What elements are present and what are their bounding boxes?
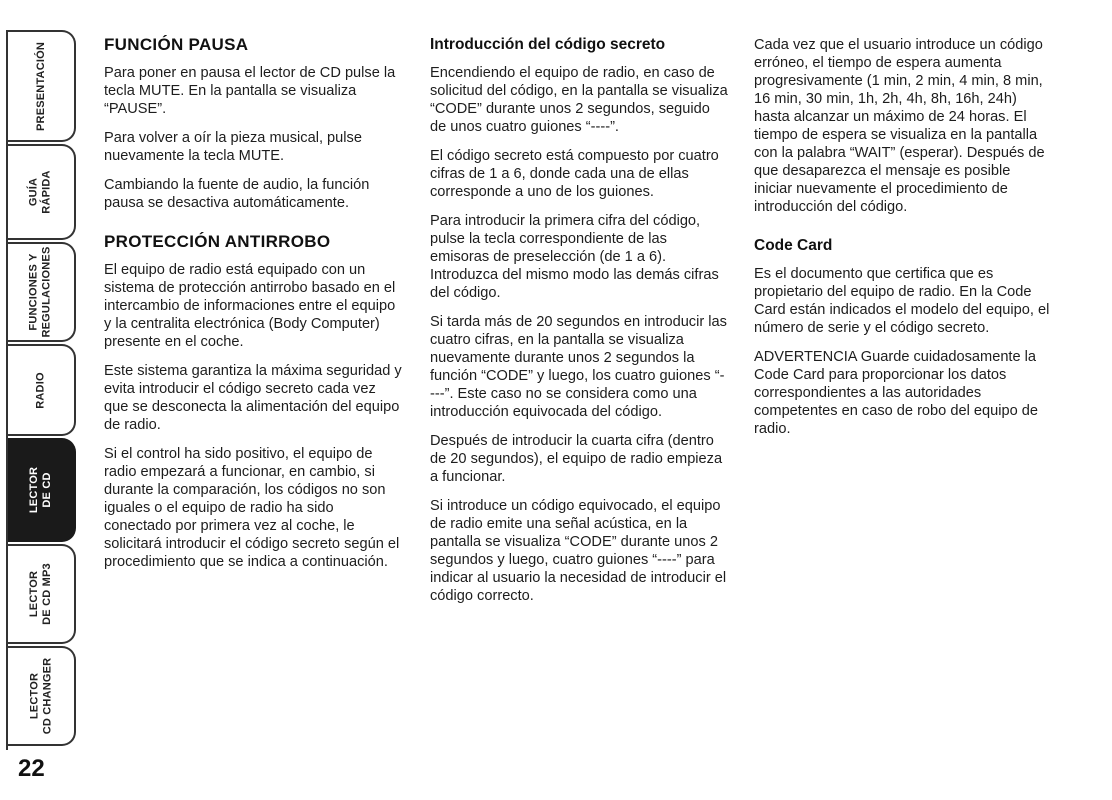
- paragraph: Este sistema garantiza la máxima seguridad y evita introducir el código secreto cada vez que se desconecta la alimentación del equipo de radio.: [104, 363, 402, 433]
- paragraph: El código secreto está compuesto por cuatro cifras de 1 a 6, donde cada una de ellas corresponde a uno de los guiones.: [430, 148, 719, 200]
- paragraph: Cambiando la fuente de audio, la función pausa se desactiva automáticamente.: [104, 177, 370, 211]
- tab-lector-cd-changer-label: LECTOR CD CHANGER: [28, 657, 53, 735]
- tab-radio[interactable]: [8, 344, 76, 436]
- tab-funciones-regulaciones[interactable]: [8, 242, 76, 342]
- tab-lector-cd-mp3-label: LECTOR DE CD MP3: [27, 563, 53, 625]
- heading-proteccion-antirrobo: PROTECCIÓN ANTIRROBO: [104, 232, 331, 251]
- tab-guia-rapida-label: GUÍA RÁPIDA: [28, 170, 53, 214]
- paragraph: Encendiendo el equipo de radio, en caso de solicitud del código, en la pantalla se visualiza “CODE” durante unos 2 segundos, seguido de unos cuatro guiones “----”.: [430, 65, 728, 135]
- tab-guia-rapida[interactable]: [8, 144, 76, 240]
- paragraph: Si introduce un código equivocado, el equipo de radio emite una señal acústica, en la pantalla se visualiza “CODE” durante unos 2 segundos y luego, cuatro guiones “----” para indicar al usuario la necesidad de introducir el código correcto.: [430, 498, 727, 604]
- tab-radio-label: RADIO: [34, 371, 47, 409]
- heading-code-card: Code Card: [754, 237, 833, 254]
- paragraph: Para volver a oír la pieza musical, pulse nuevamente la tecla MUTE.: [104, 130, 362, 164]
- heading-funcion-pausa: FUNCIÓN PAUSA: [104, 35, 249, 54]
- column-1: [104, 36, 402, 582]
- paragraph: Si el control ha sido positivo, el equipo de radio empezará a funcionar, en cambio, si durante la comparación, los códigos no son iguales o el equipo de radio ha sido conectado por primera vez al coche, le solicitará introducir el código secreto según el procedimiento que se indica a continuación.: [104, 446, 400, 570]
- paragraph: Para poner en pausa el lector de CD pulse la tecla MUTE. En la pantalla se visualiza “PAUSE”.: [104, 65, 396, 117]
- tab-presentacion[interactable]: [8, 30, 76, 142]
- tab-lector-cd-mp3[interactable]: [8, 544, 76, 644]
- paragraph: Para introducir la primera cifra del código, pulse la tecla correspondiente de las emisoras de preselección (de 1 a 6). Introduzca del mismo modo las demás cifras del código.: [430, 213, 719, 301]
- column-2: [430, 36, 728, 616]
- tab-presentacion-label: PRESENTACIÓN: [34, 41, 47, 131]
- tab-lector-cd[interactable]: [8, 438, 76, 542]
- paragraph: Cada vez que el usuario introduce un código erróneo, el tiempo de espera aumenta progresivamente (1 min, 2 min, 4 min, 8 min, 16 min, 30 min, 1h, 2h, 4h, 8h, 16h, 24h) hasta alcanzar un máximo de 24 horas. El tiempo de espera se visualiza en la pantalla con la palabra “WAIT” (esperar). Después de que desaparezca el mensaje es posible iniciar nuevamente el procedimiento de introducción del código.: [754, 37, 1045, 215]
- column-3: [754, 36, 1052, 449]
- heading-introduccion-codigo: Introducción del código secreto: [430, 36, 666, 53]
- tab-lector-cd-label: LECTOR DE CD: [27, 466, 53, 514]
- tab-lector-cd-changer[interactable]: [8, 646, 76, 746]
- page-number: 22: [18, 755, 45, 782]
- tab-funciones-regulaciones-label: FUNCIONES Y REGULACIONES: [28, 246, 53, 338]
- paragraph: Es el documento que certifica que es propietario del equipo de radio. En la Code Card están indicados el modelo del equipo, el número de serie y el código secreto.: [754, 266, 1050, 336]
- paragraph: Después de introducir la cuarta cifra (dentro de 20 segundos), el equipo de radio empieza a funcionar.: [430, 433, 723, 485]
- paragraph: El equipo de radio está equipado con un sistema de protección antirrobo basado en el intercambio de informaciones entre el equipo y la centralita electrónica (Body Computer) presente en el coche.: [104, 262, 396, 350]
- paragraph: Si tarda más de 20 segundos en introducir las cuatro cifras, en la pantalla se visualiza nuevamente durante unos 2 segundos la función “CODE” y luego, los cuatro guiones “----”. Este caso no se considera como una introducción equivocada del código.: [430, 314, 727, 420]
- paragraph: ADVERTENCIA Guarde cuidadosamente la Code Card para proporcionar los datos correspondientes a las autoridades competentes en caso de robo del equipo de radio.: [754, 349, 1038, 437]
